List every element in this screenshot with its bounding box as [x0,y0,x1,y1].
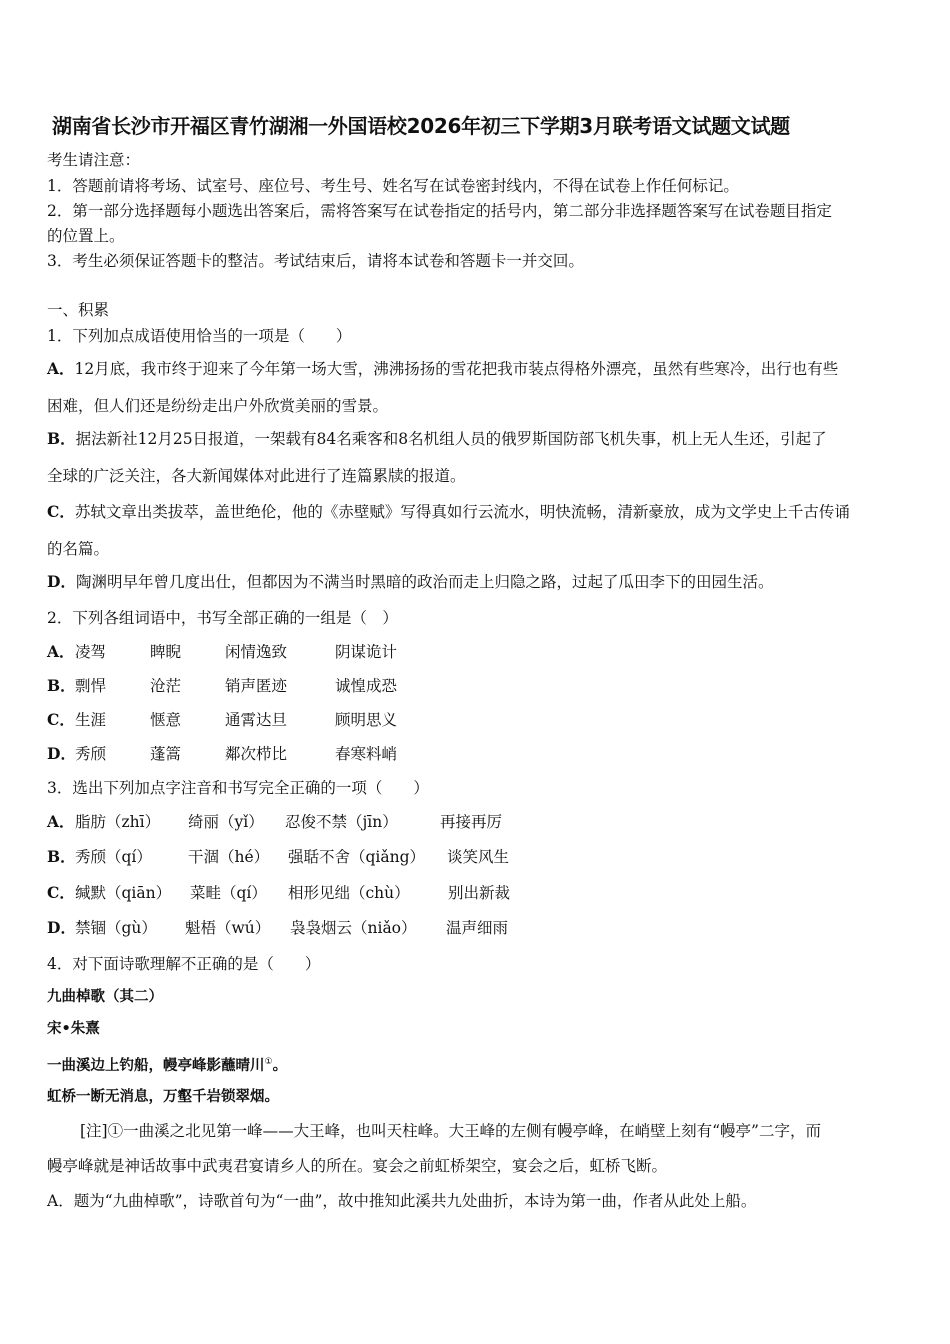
notice-heading: 考生请注意： [47,151,141,169]
option-label: B． [47,676,76,695]
option-text: 据法新社12月25日报道，一架载有84名乘客和8名机组人员的俄罗斯国防部飞机失事，机上无人生还，引起了 [75,430,827,448]
word: 秀颀 [75,745,107,763]
word: 闲情逸致 [225,643,288,661]
word: 禁锢（gù） [75,919,157,937]
option-text: 陶渊明早年曾几度出仕，但都因为不满当时黑暗的政治而走上归隐之路，过起了瓜田李下的田园生活。 [75,573,774,591]
word: 睥睨 [150,643,182,661]
notice-item: 1．答题前请将考场、试室号、座位号、考生号、姓名写在试卷密封线内，不得在试卷上作任何标记。 [47,177,739,195]
word: 别出新裁 [448,884,511,902]
word: 销声匿迹 [225,677,288,695]
q1-option-d [47,572,773,592]
q1-option-a [47,359,838,379]
word: 顾明思义 [335,711,398,729]
poem-line-text: 一曲溪边上钓船，幔亭峰影蘸晴川 [47,1057,265,1074]
word: 凌驾 [75,643,107,661]
poem-author: 宋•朱熹 [47,1021,100,1037]
q1-option-c-cont: 的名篇。 [47,540,110,558]
word: 秀颀（qí） [75,848,152,866]
word: 春寒料峭 [335,745,398,763]
word: 鄰次栉比 [225,745,288,763]
option-label: B． [47,429,76,448]
document-title: 湖南省长沙市开福区青竹湖湘一外国语校2026年初三下学期3月联考语文试题文试题 [52,114,790,138]
section-heading: 一、积累 [47,301,110,319]
option-label: C． [47,502,75,521]
word: 谈笑风生 [447,848,510,866]
word: 温声细雨 [446,919,509,937]
word: 再接再厉 [440,813,503,831]
q1-option-a-cont: 困难，但人们还是纷纷走出户外欣赏美丽的雪景。 [47,397,389,415]
word: 袅袅烟云（niǎo） [290,919,417,937]
word: 阴谋诡计 [335,643,398,661]
question-2-stem: 2．下列各组词语中，书写全部正确的一组是（ ） [47,609,398,627]
q1-option-c [47,502,850,522]
option-text: 苏轼文章出类拔萃，盖世绝伦，他的《赤壁赋》写得真如行云流水，明快流畅，清新豪放，成为文学史上千古传诵 [74,503,850,521]
word: 通霄达旦 [225,711,288,729]
question-3-stem: 3．选出下列加点字注音和书写完全正确的一项（ ） [47,779,429,797]
option-label: A． [47,642,75,661]
word: 诚惶成恐 [335,677,398,695]
poem-line: 虹桥一断无消息，万壑千岩锁翠烟。 [47,1089,279,1105]
poem-note-cont: 幔亭峰就是神话故事中武夷君宴请乡人的所在。宴会之前虹桥架空，宴会之后，虹桥飞断。 [47,1157,668,1175]
word: 相形见绌（chù） [288,884,410,902]
poem-note: [注]①一曲溪之北见第一峰——大王峰，也叫天柱峰。大王峰的左侧有幔亭峰，在峭壁上刻有“幔亭”二字，而 [80,1122,821,1140]
option-label: C． [47,883,75,902]
word: 剽悍 [75,677,107,695]
word: 忍俊不禁（jīn） [285,813,398,831]
option-label: C． [47,710,75,729]
option-label: D． [47,918,76,937]
word: 缄默（qiān） [75,884,172,902]
question-1-stem: 1．下列加点成语使用恰当的一项是（ ） [47,327,352,345]
poem-line [47,1052,287,1076]
option-text: 12月底，我市终于迎来了今年第一场大雪，沸沸扬扬的雪花把我市装点得格外漂亮，虽然有些寒冷，出行也有些 [74,360,839,378]
notice-item: 的位置上。 [47,227,125,245]
word: 绮丽（yǐ） [188,813,264,831]
poem-line-punct: 。 [272,1057,288,1074]
word: 生涯 [75,711,107,729]
option-label: B． [47,847,76,866]
option-label: A． [47,812,75,831]
word: 沧茫 [150,677,182,695]
word: 干涸（hé） [188,848,270,866]
option-label: A． [47,359,75,378]
notice-item: 3．考生必须保证答题卡的整洁。考试结束后，请将本试卷和答题卡一并交回。 [47,252,584,270]
notice-item: 2．第一部分选择题每小题选出答案后，需将答案写在试卷指定的括号内，第二部分非选择题答案写在试卷题目指定 [47,202,832,220]
word: 魁梧（wú） [185,919,271,937]
option-label: D． [47,744,76,763]
word: 惬意 [150,711,182,729]
word: 强聒不舍（qiǎng） [288,848,426,866]
word: 蓬篙 [150,745,182,763]
q1-option-b-cont: 全球的广泛关注，各大新闻媒体对此进行了连篇累牍的报道。 [47,467,466,485]
footnote-marker: ① [264,1057,273,1067]
question-4-stem: 4．对下面诗歌理解不正确的是（ ） [47,955,321,973]
word: 菜畦（qí） [190,884,267,902]
q4-option-a: A．题为“九曲棹歌”，诗歌首句为“一曲”，故中推知此溪共九处曲折，本诗为第一曲，作者从此处上船。 [47,1192,757,1210]
poem-title: 九曲棹歌（其二） [47,989,163,1005]
q1-option-b [47,429,827,449]
word: 脂肪（zhī） [75,813,161,831]
option-label: D． [47,572,76,591]
